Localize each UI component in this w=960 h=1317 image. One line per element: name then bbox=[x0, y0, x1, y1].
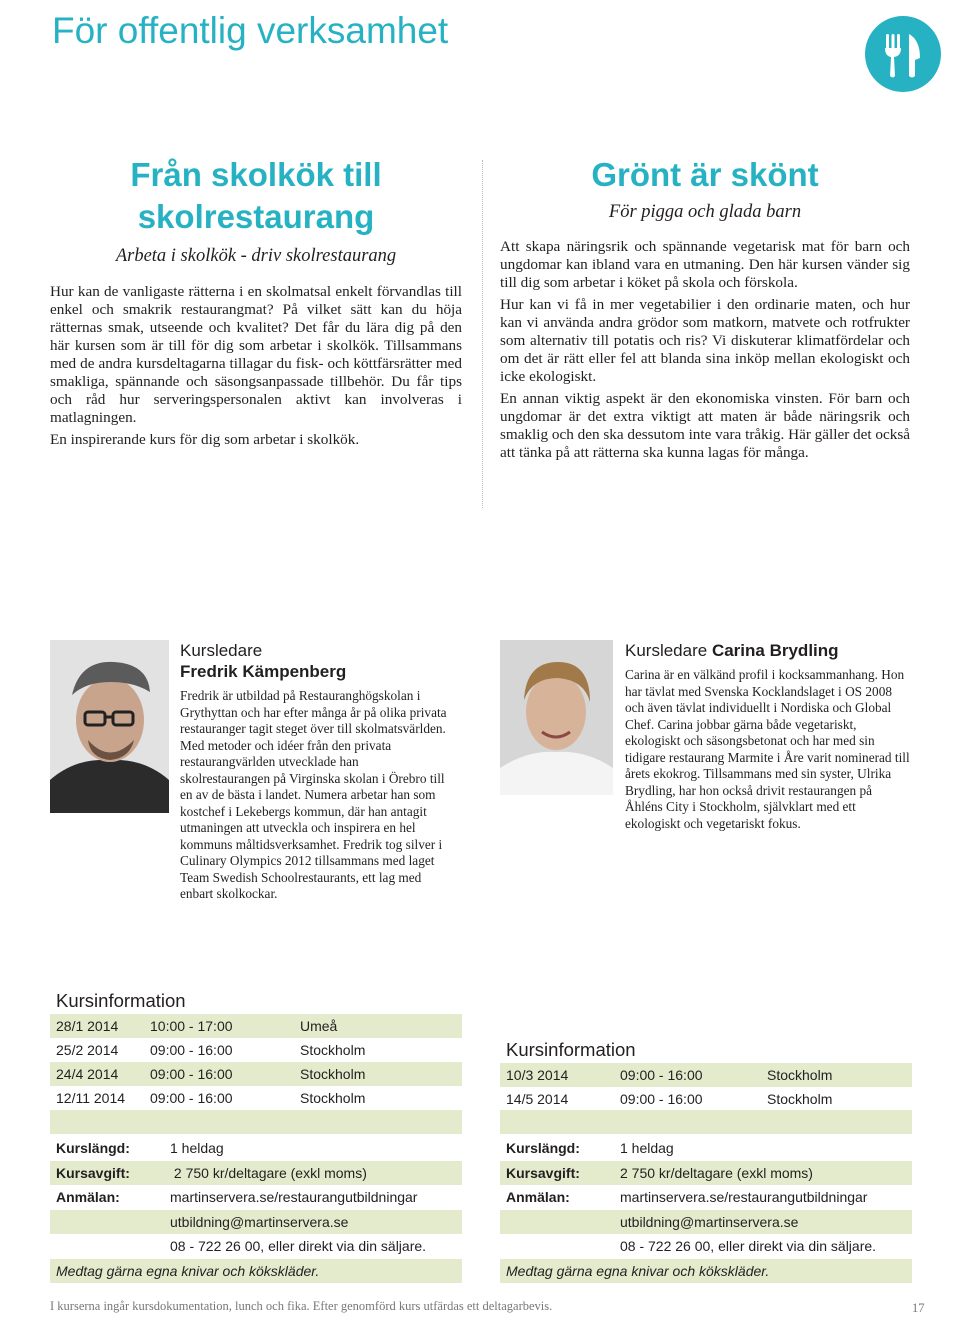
schedule-time: 10:00 - 17:00 bbox=[150, 1018, 233, 1034]
leader-right bbox=[625, 640, 915, 832]
right-course-paragraph: En annan viktig aspekt är den ekonomiska vinsten. För barn och ungdomar är det extra viktigt att maten är både näringsrik och smaklig och den ska dessutom inte vara tråkig. Här gäller det också att tänka på att rätterna ska kunna lagas för många. bbox=[500, 390, 910, 461]
length-label: Kurslängd: bbox=[506, 1140, 580, 1156]
leader-bio: Carina är en välkänd profil i kocksammanhang. Hon har tävlat med Svenska Kocklandslaget i OS 2008 och även tävlat individuellt i Nordiska och Global Chef. Carina jobbar gärna både vegetariskt, ekologiskt och säsongsbetonat och har med sin tidigare restaurang Marmite i Åre varit nominerad till årets ekokrog. Tillsammans med sin syster, Ulrika Brydling, har hon också drivit restaurangen på Åhléns City i Stockholm, självklart med ett ekologiskt och vegetariskt fokus. bbox=[625, 667, 910, 831]
leader-photo-fredrik bbox=[50, 640, 169, 813]
course-details bbox=[50, 1136, 462, 1283]
right-course-paragraph: Hur kan vi få in mer vegetabilier i den ordinarie maten, och hur kan vi använda andra grödor som matkorn, matvete och rotfrukter som alternativ till potatis och ris? Vi diskuterar klimatfördelar och om det är rätt eller fel att blanda sina inköp mellan ekologiskt och icke ekologiskt. bbox=[500, 296, 910, 385]
schedule-date: 28/1 2014 bbox=[56, 1018, 119, 1034]
course-note: Medtag gärna egna knivar och kökskläder. bbox=[506, 1262, 770, 1279]
schedule-table bbox=[50, 1014, 462, 1110]
schedule-date: 24/4 2014 bbox=[56, 1066, 119, 1082]
schedule-date: 10/3 2014 bbox=[506, 1067, 569, 1083]
left-course-subtitle: Arbeta i skolkök - driv skolrestaurang bbox=[115, 246, 397, 266]
column-divider bbox=[482, 160, 483, 508]
right-course-body bbox=[500, 238, 910, 462]
leader-name: Carina Brydling bbox=[711, 641, 839, 660]
detail-row-phone bbox=[500, 1234, 912, 1259]
detail-row-length bbox=[500, 1136, 912, 1161]
signup-web: martinservera.se/restaurangutbildningar bbox=[170, 1189, 418, 1205]
length-value: 1 heldag bbox=[620, 1140, 674, 1156]
schedule-date: 12/11 2014 bbox=[56, 1090, 126, 1106]
schedule-place: Stockholm bbox=[767, 1067, 833, 1083]
right-course-paragraph: Att skapa näringsrik och spännande vegetarisk mat för barn och ungdomar kan ibland vara en utmaning. Den här kursen vänder sig till dig som arbetar i köket på skola och förskola. bbox=[500, 238, 910, 291]
info-bar bbox=[50, 1110, 462, 1134]
schedule-place: Stockholm bbox=[300, 1042, 366, 1058]
left-course bbox=[50, 154, 462, 453]
detail-row-signup bbox=[500, 1185, 912, 1210]
detail-row-note bbox=[50, 1259, 462, 1284]
schedule-time: 09:00 - 16:00 bbox=[150, 1090, 233, 1106]
signup-label: Anmälan: bbox=[506, 1189, 570, 1205]
left-course-title-line2: skolrestaurang bbox=[137, 198, 375, 235]
left-course-title-line1: Från skolkök till bbox=[130, 156, 382, 193]
left-course-paragraph: En inspirerande kurs för dig som arbetar i skolkök. bbox=[50, 431, 360, 448]
schedule-place: Stockholm bbox=[300, 1066, 366, 1082]
detail-row-length bbox=[50, 1136, 462, 1161]
fee-label: Kursavgift: bbox=[506, 1164, 580, 1181]
right-course bbox=[500, 154, 910, 466]
fee-value: 2 750 kr/deltagare (exkl moms) bbox=[620, 1164, 813, 1181]
signup-email: utbildning@martinservera.se bbox=[620, 1213, 799, 1230]
schedule-time: 09:00 - 16:00 bbox=[620, 1091, 703, 1107]
course-info-title: Kursinformation bbox=[56, 990, 186, 1011]
detail-row-fee bbox=[500, 1161, 912, 1186]
signup-phone: 08 - 722 26 00, eller direkt via din säljare. bbox=[620, 1238, 877, 1254]
schedule-row bbox=[50, 1038, 462, 1062]
left-course-paragraph: Hur kan de vanligaste rätterna i en skolmatsal enkelt förvandlas till enkel och smakrik restaurangmat? På vilket sätt kan du höja rätternas smak, utseende och kvalitet? Det får du lära dig på den här kursen som är till för dig som arbetar i skolkök. Tillsammans med de andra kursdeltagarna tillagar du fisk- och köttfärsrätter med smakliga, spännande och säsongsanpassade tillbehör. Du får tips och råd hur serveringspersonalen aktivt kan involveras i matlagningen. bbox=[50, 283, 462, 426]
detail-row-email bbox=[50, 1210, 462, 1235]
signup-phone: 08 - 722 26 00, eller direkt via din säljare. bbox=[170, 1238, 427, 1254]
page-title: För offentlig verksamhet bbox=[52, 10, 449, 51]
schedule-row bbox=[500, 1063, 912, 1087]
leader-name: Fredrik Kämpenberg bbox=[180, 662, 347, 681]
leader-photo-carina bbox=[500, 640, 613, 795]
leader-left bbox=[180, 640, 465, 903]
fee-label: Kursavgift: bbox=[56, 1164, 130, 1181]
cutlery-icon bbox=[865, 16, 941, 92]
schedule-time: 09:00 - 16:00 bbox=[150, 1066, 233, 1082]
course-info-title: Kursinformation bbox=[506, 1039, 636, 1060]
schedule-date: 25/2 2014 bbox=[56, 1042, 119, 1058]
left-course-body bbox=[50, 283, 462, 449]
leader-bio: Fredrik är utbildad på Restauranghögskolan i Grythyttan och har efter många år på olika privata restauranger tagit steget över till skolmatsvärlden. Med metoder och idéer från den privata restaurangvärlden utvecklade han skolrestaurangen på Virginska skolan i Örebro till en av de bästa i landet. Numera arbetar han som kostchef i Lekebergs kommun, där han antagit utmaningen att utveckla och inspirera en hel kommuns måltidsverksamhet. Fredrik tog silver i Culinary Olympics 2012 tillsammans med laget Team Swedish Schoolrestaurants, ett lag med enbart skolkockar. bbox=[180, 688, 447, 901]
schedule-place: Stockholm bbox=[300, 1090, 366, 1106]
right-course-title: Grönt är skönt bbox=[591, 156, 819, 193]
schedule-row bbox=[50, 1062, 462, 1086]
signup-email: utbildning@martinservera.se bbox=[170, 1213, 349, 1230]
length-label: Kurslängd: bbox=[56, 1140, 130, 1156]
signup-label: Anmälan: bbox=[56, 1189, 120, 1205]
footer-note: I kurserna ingår kursdokumentation, lunch och fika. Efter genomförd kurs utfärdas ett deltagarbevis. bbox=[50, 1299, 553, 1313]
length-value: 1 heldag bbox=[170, 1140, 224, 1156]
detail-row-email bbox=[500, 1210, 912, 1235]
leader-label: Kursledare bbox=[180, 641, 263, 660]
schedule-time: 09:00 - 16:00 bbox=[620, 1067, 703, 1083]
leader-label: Kursledare bbox=[625, 641, 708, 660]
schedule-place: Umeå bbox=[300, 1018, 338, 1034]
leader-heading bbox=[625, 640, 915, 661]
detail-row-phone bbox=[50, 1234, 462, 1259]
detail-row-fee bbox=[50, 1161, 462, 1186]
detail-row-note bbox=[500, 1259, 912, 1284]
schedule-date: 14/5 2014 bbox=[506, 1091, 569, 1107]
course-note: Medtag gärna egna knivar och kökskläder. bbox=[56, 1262, 320, 1279]
signup-web: martinservera.se/restaurangutbildningar bbox=[620, 1189, 868, 1205]
schedule-table bbox=[500, 1063, 912, 1111]
info-bar bbox=[500, 1110, 912, 1134]
schedule-row bbox=[50, 1014, 462, 1038]
right-course-subtitle: För pigga och glada barn bbox=[608, 202, 802, 222]
detail-row-signup bbox=[50, 1185, 462, 1210]
page-number: 17 bbox=[912, 1301, 925, 1315]
course-details bbox=[500, 1136, 912, 1283]
schedule-row bbox=[500, 1087, 912, 1111]
schedule-row bbox=[50, 1086, 462, 1110]
schedule-time: 09:00 - 16:00 bbox=[150, 1042, 233, 1058]
schedule-place: Stockholm bbox=[767, 1091, 833, 1107]
fee-value: 2 750 kr/deltagare (exkl moms) bbox=[170, 1164, 367, 1181]
